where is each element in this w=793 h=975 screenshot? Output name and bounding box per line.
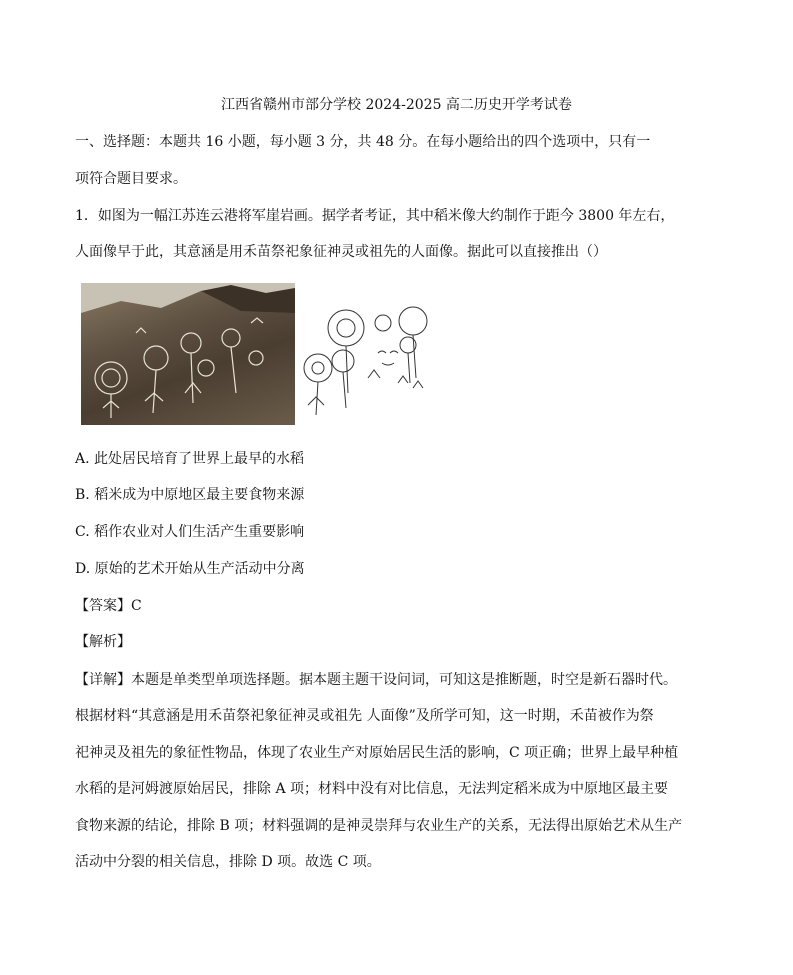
rock-painting-photo — [81, 283, 295, 425]
analysis-line: 活动中分裂的相关信息，排除 D 项。故选 C 项。 — [75, 854, 381, 870]
analysis-line: 食物来源的结论，排除 B 项；材料强调的是神灵崇拜与农业生产的关系，无法得出原始艺术从生产 — [75, 818, 683, 834]
analysis-line: 【详解】本题是单类型单项选择题。据本题主题干设问词，可知这是推断题，时空是新石器时代。 — [75, 672, 677, 688]
analysis-line: 祀神灵及祖先的象征性物品，体现了农业生产对原始居民生活的影响，C 项正确；世界上最早种植 — [75, 745, 679, 761]
option-b: B. 稻米成为中原地区最主要食物来源 — [75, 487, 305, 503]
section-heading-line1: 一、选择题：本题共 16 小题，每小题 3 分，共 48 分。在每小题给出的四个选项中，只有一 — [75, 134, 651, 150]
analysis-line: 水稻的是河姆渡原始居民，排除 A 项；材料中没有对比信息，无法判定稻米成为中原地区最主要 — [75, 781, 669, 797]
question-stem-line1: 1．如图为一幅江苏连云港将军崖岩画。据学者考证，其中稻米像大约制作于距今 3800 年左右， — [75, 208, 675, 224]
option-d: D. 原始的艺术开始从生产活动中分离 — [75, 561, 305, 577]
rock-painting-sketch — [298, 283, 440, 425]
option-c: C. 稻作农业对人们生活产生重要影响 — [75, 524, 305, 540]
analysis-line: 根据材料“其意涵是用禾苗祭祀象征神灵或祖先 人面像”及所学可知，这一时期，禾苗被作为祭 — [75, 708, 654, 724]
document-title: 江西省赣州市部分学校 2024-2025 高二历史开学考试卷 — [221, 97, 572, 113]
answer-label: 【答案】C — [75, 598, 142, 614]
analysis-heading: 【解析】 — [75, 634, 131, 650]
option-a: A. 此处居民培育了世界上最早的水稻 — [75, 451, 305, 467]
question-stem-line2: 人面像早于此，其意涵是用禾苗祭祀象征神灵或祖先的人面像。据此可以直接推出（） — [75, 244, 607, 260]
section-heading-line2: 项符合题目要求。 — [75, 171, 187, 187]
